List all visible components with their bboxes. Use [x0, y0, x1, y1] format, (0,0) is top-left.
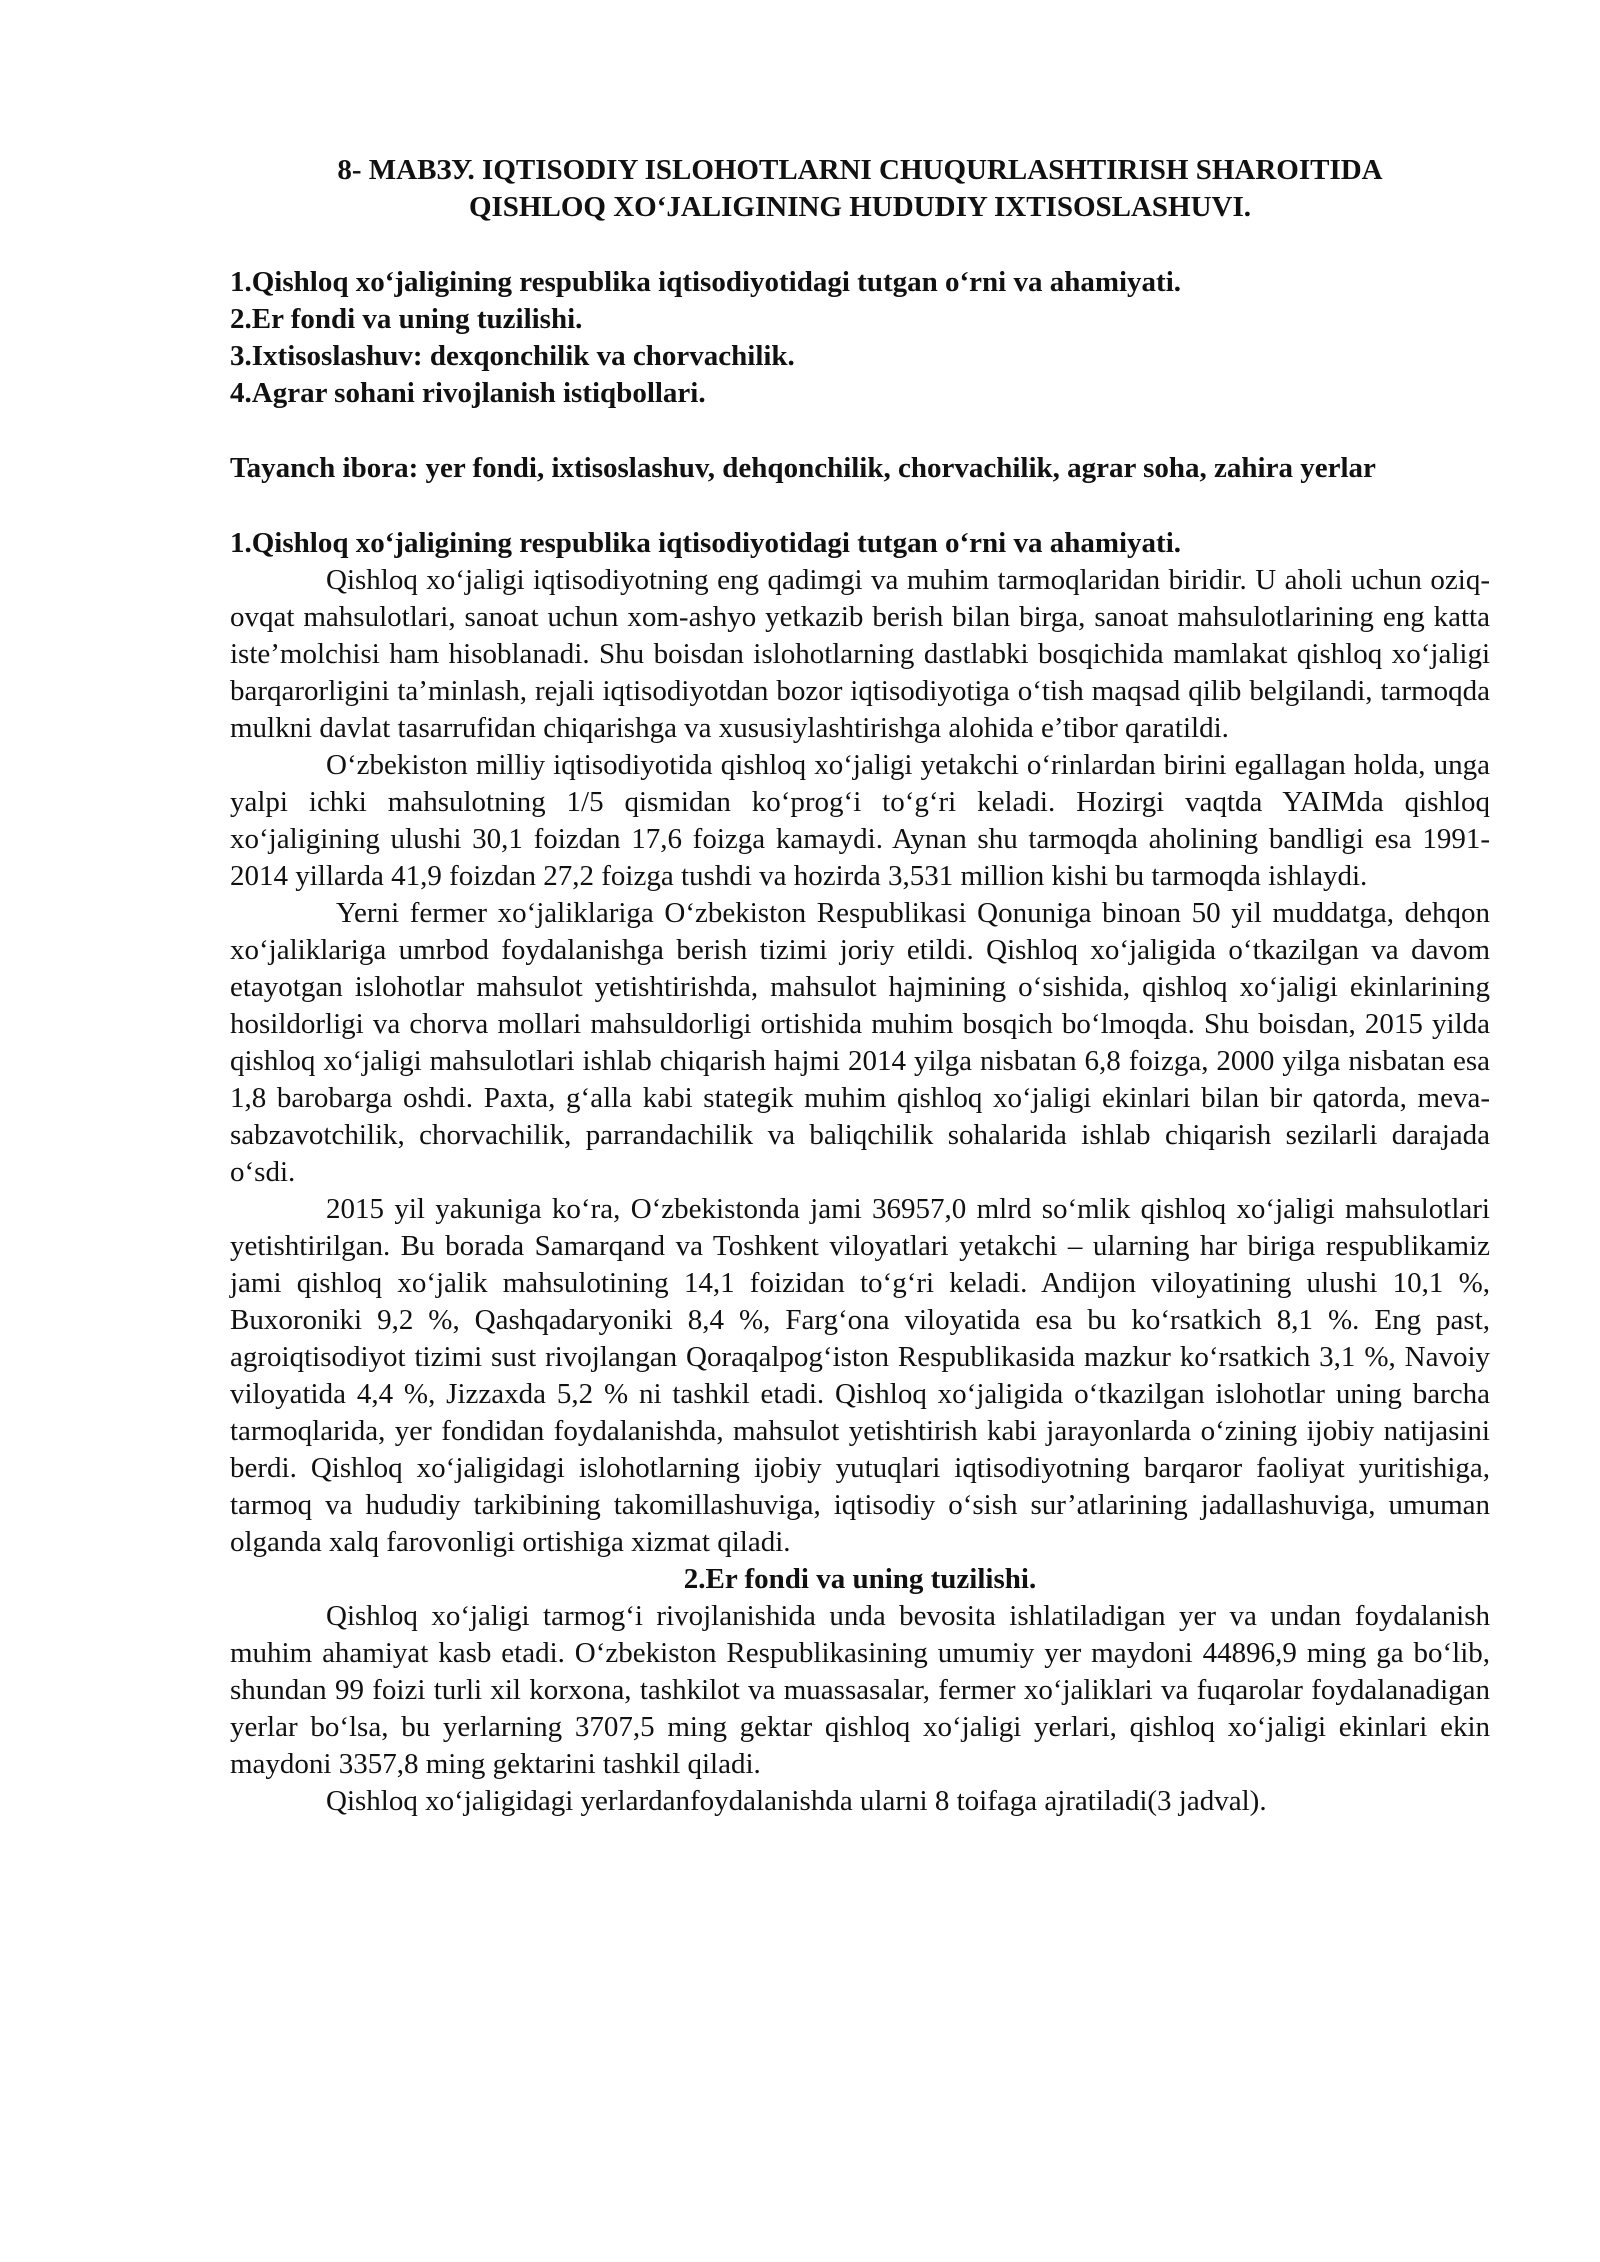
- paragraph: O‘zbekiston milliy iqtisodiyotida qishloq xo‘jaligi yetakchi o‘rinlardan birini egallagan holda, unga yalpi ichki mahsulotning 1/5 qismidan ko‘prog‘i to‘g‘ri keladi. Hozirgi vaqtda YAIMda qishloq xo‘jaligining ulushi 30,1 foizdan 17,6 foizga kamaydi. Aynan shu tarmoqda aholining bandligi esa 1991-2014 yillarda 41,9 foizdan 27,2 foizga tushdi va hozirda 3,531 million kishi bu tarmoqda ishlaydi.: [230, 749, 1490, 892]
- document-page: [230, 152, 1490, 1820]
- paragraph: Qishloq xo‘jaligidagi yerlardanfoydalanishda ularni 8 toifaga ajratiladi(3 jadval).: [326, 1785, 1267, 1817]
- topic-plan: [230, 264, 1490, 412]
- plan-item: 4.Agrar sohani rivojlanish istiqbollari.: [230, 377, 706, 409]
- section-2-heading: 2.Er fondi va uning tuzilishi.: [683, 1563, 1037, 1595]
- paragraph: Qishloq xo‘jaligi iqtisodiyotning eng qadimgi va muhim tarmoqlaridan biridir. U aholi uchun oziq-ovqat mahsulotlari, sanoat uchun xom-ashyo yetkazib berish bilan birga, sanoat mahsulotlarining eng katta iste’molchisi ham hisoblanadi. Shu boisdan islohotlarning dastlabki bosqichida mamlakat qishloq xo‘jaligi barqarorligini ta’minlash, rejali iqtisodiyotdan bozor iqtisodiyotiga o‘tish maqsad qilib belgilandi, tarmoqda mulkni davlat tasarrufidan chiqarishga va xususiylashtirishga alohida e’tibor qaratildi.: [230, 564, 1490, 744]
- plan-item: 3.Ixtisoslashuv: dexqonchilik va chorvachilik.: [230, 340, 795, 372]
- section-1-heading: 1.Qishloq xo‘jaligining respublika iqtisodiyotidagi tutgan o‘rni va ahamiyati.: [230, 527, 1182, 559]
- keywords: Tayanch ibora: yer fondi, ixtisoslashuv, dehqonchilik, chorvachilik, agrar soha, zahira yerlar: [230, 452, 1376, 484]
- paragraph: 2015 yil yakuniga ko‘ra, O‘zbekistonda jami 36957,0 mlrd so‘mlik qishloq xo‘jaligi mahsulotlari yetishtirilgan. Bu borada Samarqand va Toshkent viloyatlari yetakchi – ularning har biriga respublikamiz jami qishloq xo‘jalik mahsulotining 14,1 foizidan to‘g‘ri keladi. Andijon viloyatining ulushi 10,1 %, Buxoroniki 9,2 %, Qashqadaryoniki 8,4 %, Farg‘ona viloyatida esa bu ko‘rsatkich 8,1 %. Eng past, agroiqtisodiyot tizimi sust rivojlangan Qoraqalpog‘iston Respublikasida mazkur ko‘rsatkich 3,1 %, Navoiy viloyatida 4,4 %, Jizzaxda 5,2 % ni tashkil etadi. Qishloq xo‘jaligida o‘tkazilgan islohotlar uning barcha tarmoqlarida, yer fondidan foydalanishda, mahsulot yetishtirish kabi jarayonlarda o‘zining ijobiy natijasini berdi. Qishloq xo‘jaligidagi islohotlarning ijobiy yutuqlari iqtisodiyotning barqaror faoliyat yuritishiga, tarmoq va hududiy tarkibining takomillashuviga, iqtisodiy o‘sish sur’atlarining jadallashuviga, umuman olganda xalq farovonligi ortishiga xizmat qiladi.: [230, 1193, 1490, 1558]
- document-title: [230, 152, 1490, 226]
- title-line-1: 8- МАВЗУ. IQTISODIY ISLOHOTLARNI CHUQURLASHTIRISH SHAROITIDA: [337, 154, 1383, 186]
- title-line-2: QISHLOQ XO‘JALIGINING HUDUDIY IXTISOSLASHUVI.: [468, 191, 1252, 223]
- plan-item: 2.Er fondi va uning tuzilishi.: [230, 303, 583, 335]
- paragraph: Yerni fermer xo‘jaliklariga O‘zbekiston Respublikasi Qonuniga binoan 50 yil muddatga, dehqon xo‘jaliklariga umrbod foydalanishga berish tizimi joriy etildi. Qishloq xo‘jaligida o‘tkazilgan va davom etayotgan islohotlar mahsulot yetishtirishda, mahsulot hajmining o‘sishida, qishloq xo‘jaligi ekinlarining hosildorligi va chorva mollari mahsuldorligi ortishida muhim bosqich bo‘lmoqda. Shu boisdan, 2015 yilda qishloq xo‘jaligi mahsulotlari ishlab chiqarish hajmi 2014 yilga nisbatan 6,8 foizga, 2000 yilga nisbatan esa 1,8 barobarga oshdi. Paxta, g‘alla kabi stategik muhim qishloq xo‘jaligi ekinlari bilan bir qatorda, meva-sabzavotchilik, chorvachilik, parrandachilik va baliqchilik sohalarida ishlab chiqarish sezilarli darajada o‘sdi.: [230, 897, 1490, 1188]
- paragraph: Qishloq xo‘jaligi tarmog‘i rivojlanishida unda bevosita ishlatiladigan yer va undan foydalanish muhim ahamiyat kasb etadi. O‘zbekiston Respublikasining umumiy yer maydoni 44896,9 ming ga bo‘lib, shundan 99 foizi turli xil korxona, tashkilot va muassasalar, fermer xo‘jaliklari va fuqarolar foydalanadigan yerlar bo‘lsa, bu yerlarning 3707,5 ming gektar qishloq xo‘jaligi yerlari, qishloq xo‘jaligi ekinlari ekin maydoni 3357,8 ming gektarini tashkil qiladi.: [230, 1600, 1490, 1780]
- plan-item: 1.Qishloq xo‘jaligining respublika iqtisodiyotidagi tutgan o‘rni va ahamiyati.: [230, 266, 1182, 298]
